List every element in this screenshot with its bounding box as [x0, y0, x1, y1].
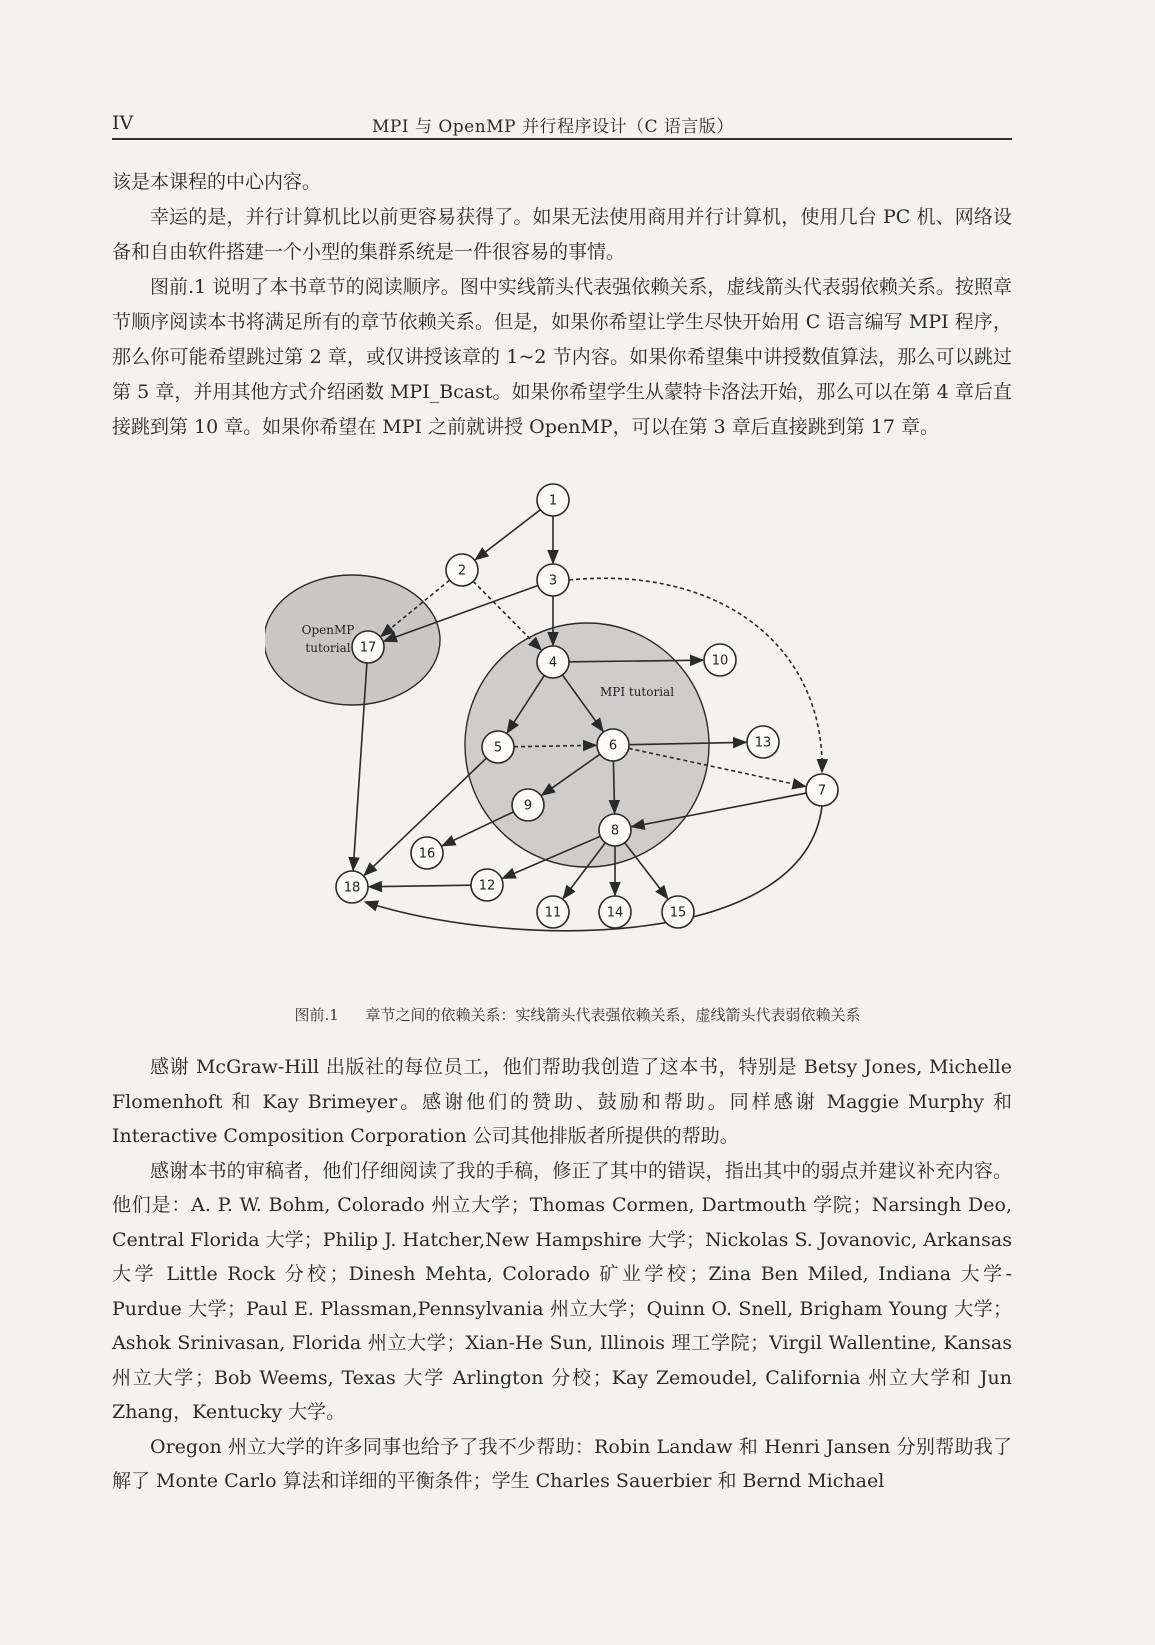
- chapter-node-label: 6: [608, 738, 618, 754]
- chapter-node-10: [704, 644, 736, 676]
- chapter-node-label: 14: [606, 905, 624, 921]
- chapter-node-16: [411, 837, 443, 869]
- chapter-node-17: [352, 631, 384, 663]
- chapter-node-label: 3: [548, 573, 558, 589]
- chapter-node-15: [662, 896, 694, 928]
- paragraph: 该是本课程的中心内容。: [112, 171, 322, 193]
- chapter-node-label: 5: [493, 740, 503, 756]
- chapter-node-label: 4: [548, 655, 558, 671]
- chapter-node-14: [599, 896, 631, 928]
- strong-dependency-arrow-12-18: [369, 885, 471, 887]
- chapter-node-7: [806, 774, 838, 806]
- paragraph: 幸运的是，并行计算机比以前更容易获得了。如果无法使用商用并行计算机，使用几台 PC 机、网络设备和自由软件搭建一个小型的集群系统是一件很容易的事情。: [112, 206, 1012, 263]
- chapter-node-label: 13: [754, 735, 772, 751]
- openmp-tutorial-region: [265, 575, 440, 705]
- chapter-node-11: [537, 896, 569, 928]
- chapter-node-6: [597, 729, 629, 761]
- mpi-region-label: MPI tutorial: [599, 685, 675, 699]
- dependency-graph: [265, 480, 865, 980]
- openmp-region-label-line2: tutorial: [305, 641, 351, 655]
- paragraph: 图前.1 说明了本书章节的阅读顺序。图中实线箭头代表强依赖关系，虚线箭头代表弱依赖关系。按照章节顺序阅读本书将满足所有的章节依赖关系。但是，如果你希望让学生尽快开始用 C 语言编写 MPI 程序，那么你可能希望跳过第 2 章，或仅讲授该章的 1~2 节内容。如果你希望集中讲授数值算法，那么可以跳过第 5 章，并用其他方式介绍函数 MPI_Bcast。如果你希望学生从蒙特卡洛法开始，那么可以在第 4 章后直接跳到第 10 章。如果你希望在 MPI 之前就讲授 OpenMP，可以在第 3 章后直接跳到第 17 章。: [112, 276, 1012, 438]
- intro-text: [112, 165, 1012, 445]
- dependency-figure: [265, 480, 865, 980]
- chapter-node-label: 15: [669, 905, 687, 921]
- paragraph: 感谢 McGraw-Hill 出版社的每位员工，他们帮助我创造了这本书，特别是 Betsy Jones, Michelle Flomenhoft 和 Kay Brimeyer。感谢他们的赞助、鼓励和帮助。同样感谢 Maggie Murphy 和 Interactive Composition Corporation 公司其他排版者所提供的帮助。: [112, 1056, 1012, 1147]
- chapter-node-3: [537, 564, 569, 596]
- chapter-node-label: 10: [711, 653, 729, 669]
- chapter-node-13: [747, 726, 779, 758]
- chapter-node-12: [471, 869, 503, 901]
- chapter-node-label: 8: [610, 823, 620, 839]
- figure-label: 图前.1: [294, 1006, 339, 1024]
- openmp-region-label-line1: OpenMP: [301, 623, 355, 637]
- chapter-node-8: [599, 814, 631, 846]
- chapter-node-label: 11: [544, 905, 562, 921]
- chapter-node-4: [537, 646, 569, 678]
- chapter-node-label: 12: [478, 878, 496, 894]
- chapter-node-label: 9: [523, 798, 533, 814]
- running-title: MPI 与 OpenMP 并行程序设计（C 语言版）: [372, 117, 734, 137]
- acknowledgements-text: [112, 1050, 1012, 1499]
- chapter-node-label: 1: [548, 493, 558, 509]
- paragraph: 感谢本书的审稿者，他们仔细阅读了我的手稿，修正了其中的错误，指出其中的弱点并建议补充内容。他们是：A. P. W. Bohm, Colorado 州立大学；Thomas Cormen, Dartmouth 学院；Narsingh Deo, Central Florida 大学；Philip J. Hatcher,New Hampshire 大学；Nickolas S. Jovanovic, Arkansas 大学 Little Rock 分校；Dinesh Mehta, Colorado 矿业学校；Zina Ben Miled, Indiana 大学-Purdue 大学；Paul E. Plassman,Pennsylvania 州立大学；Quinn O. Snell, Brigham Young 大学；Ashok Srinivasan, Florida 州立大学；Xian-He Sun, Illinois 理工学院；Virgil Wallentine, Kansas 州立大学；Bob Weems, Texas 大学 Arlington 分校；Kay Zemoudel, California 州立大学和 Jun Zhang，Kentucky 大学。: [112, 1159, 1012, 1423]
- chapter-node-1: [537, 484, 569, 516]
- chapter-node-label: 7: [817, 783, 827, 799]
- chapter-node-label: 17: [359, 640, 377, 656]
- strong-dependency-arrow-1-2: [475, 510, 540, 560]
- chapter-node-9: [512, 789, 544, 821]
- chapter-node-label: 2: [457, 563, 467, 579]
- figure-caption: [0, 1004, 1155, 1025]
- chapter-node-label: 18: [343, 880, 361, 896]
- chapter-node-18: [336, 871, 368, 903]
- chapter-node-2: [446, 554, 478, 586]
- chapter-node-label: 16: [418, 846, 436, 862]
- figure-caption-text: 章节之间的依赖关系：实线箭头代表强依赖关系，虚线箭头代表弱依赖关系: [365, 1006, 861, 1024]
- chapter-node-5: [482, 731, 514, 763]
- paragraph: Oregon 州立大学的许多同事也给予了我不少帮助：Robin Landaw 和 Henri Jansen 分别帮助我了解了 Monte Carlo 算法和详细的平衡条件；学生 Charles Sauerbier 和 Bernd Michael: [112, 1435, 1012, 1492]
- page-number: IV: [112, 112, 134, 134]
- page-header: [112, 108, 1012, 140]
